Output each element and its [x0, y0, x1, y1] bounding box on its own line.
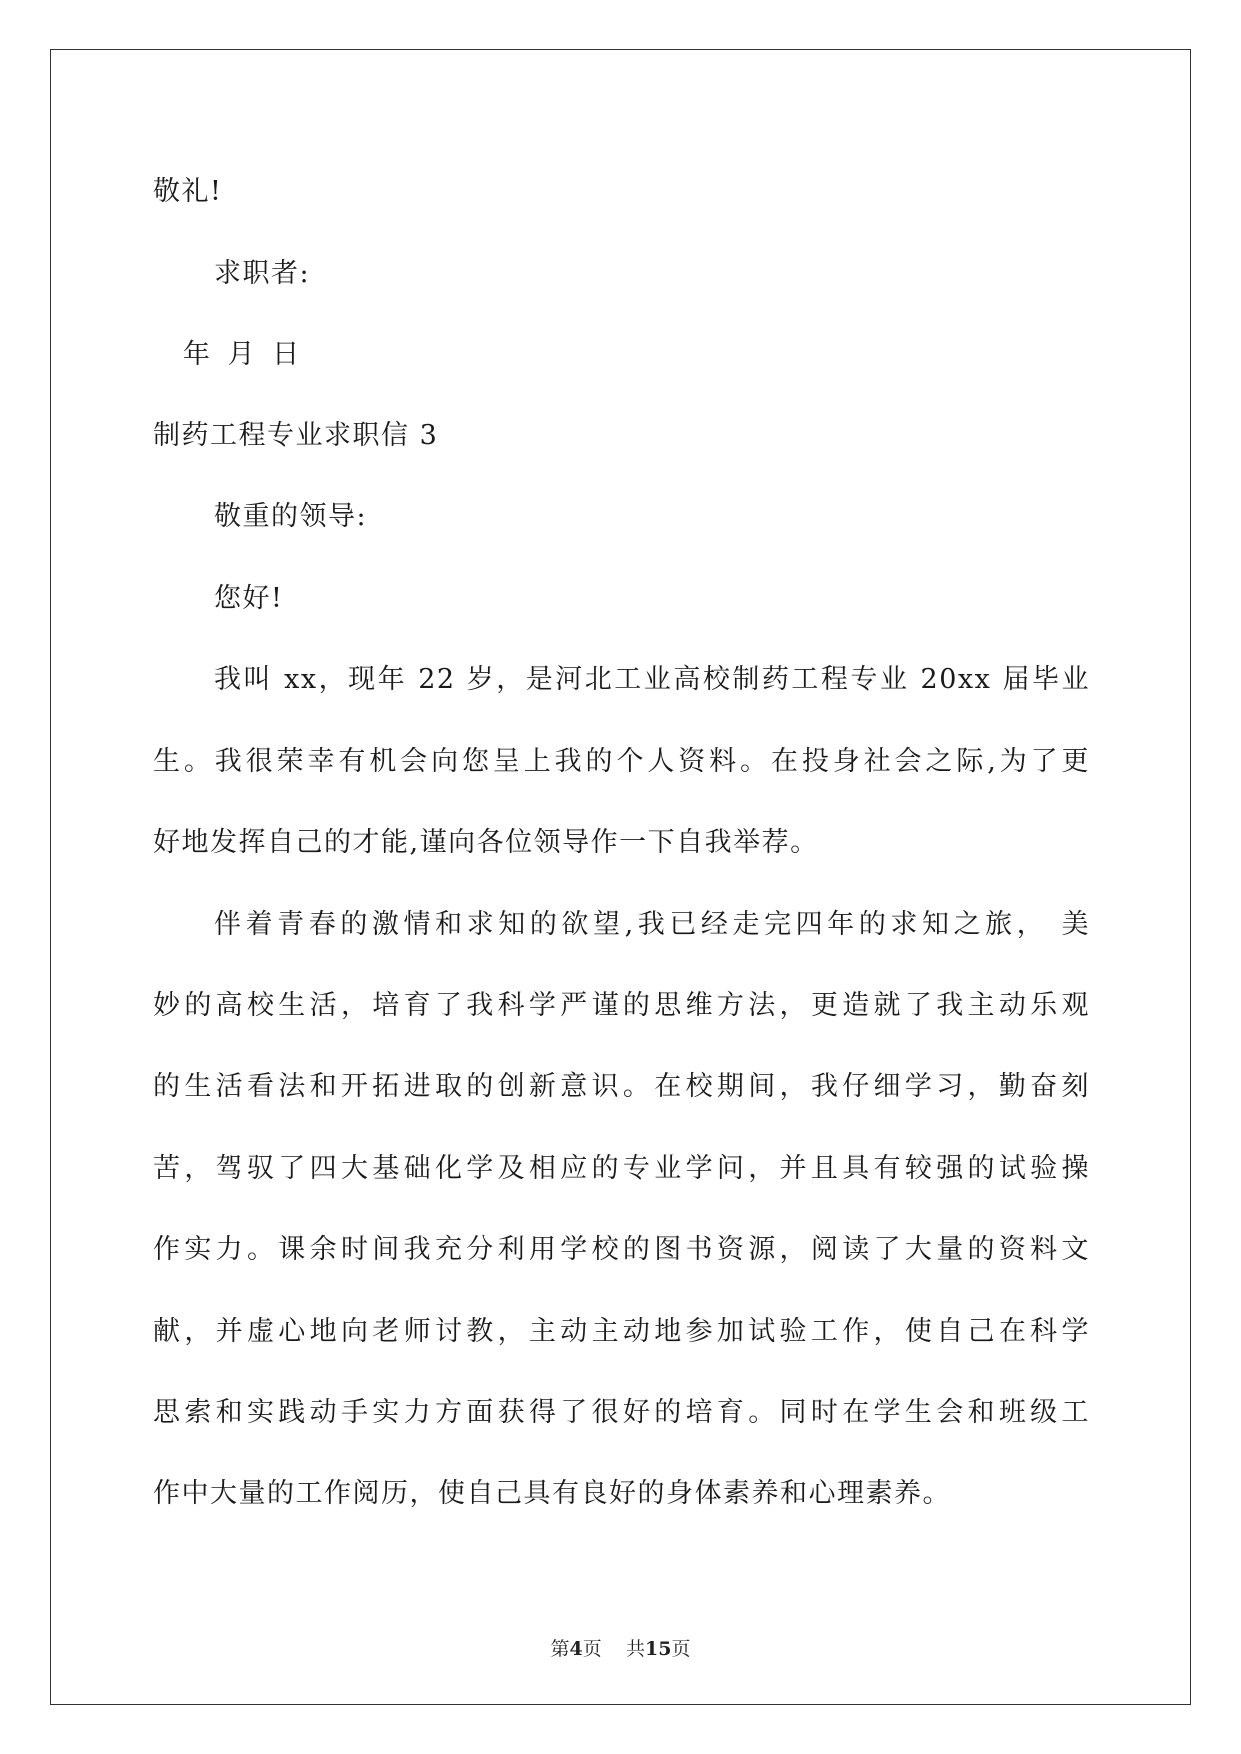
page-border	[50, 49, 1191, 1705]
paragraph2-line: 献，并虚心地向老师讨教，主动主动地参加试验工作，使自己在科学	[153, 1316, 1090, 1347]
footer-total-prefix: 共	[625, 1638, 645, 1660]
paragraph2-line: 的生活看法和开拓进取的创新意识。在校期间，我仔细学习，勤奋刻	[153, 1071, 1090, 1102]
signature-label: 求职者:	[214, 258, 311, 289]
salutation: 敬重的领导:	[214, 501, 368, 532]
paragraph2-line: 作实力。课余时间我充分利用学校的图书资源，阅读了大量的资料文	[153, 1234, 1090, 1265]
footer-total-suffix: 页	[671, 1638, 691, 1660]
footer-page-word: 页	[582, 1638, 602, 1660]
greeting: 您好!	[214, 583, 284, 614]
paragraph1-line: 我叫 xx，现年 22 岁，是河北工业高校制药工程专业 20xx 届毕业	[214, 664, 1090, 695]
paragraph2-line: 苦，驾驭了四大基础化学及相应的专业学问，并且具有较强的试验操	[153, 1153, 1090, 1184]
paragraph1-line: 好地发挥自己的才能,谨向各位领导作一下自我举荐。	[153, 827, 819, 858]
paragraph1-line: 生。我很荣幸有机会向您呈上我的个人资料。在投身社会之际,为了更	[153, 746, 1090, 777]
date-line: 年 月 日	[183, 339, 301, 370]
section-title: 制药工程专业求职信 3	[153, 420, 439, 451]
paragraph2-line: 伴着青春的激情和求知的欲望,我已经走完四年的求知之旅， 美	[214, 909, 1090, 940]
page-number-footer	[0, 1634, 1241, 1661]
paragraph2-line: 作中大量的工作阅历，使自己具有良好的身体素养和心理素养。	[153, 1478, 951, 1509]
paragraph2-line: 思索和实践动手实力方面获得了很好的培育。同时在学生会和班级工	[153, 1397, 1090, 1428]
total-page-count: 15	[644, 1638, 672, 1660]
paragraph2-line: 妙的高校生活，培育了我科学严谨的思维方法，更造就了我主动乐观	[153, 990, 1090, 1021]
footer-prefix: 第	[550, 1638, 570, 1660]
closing-text: 敬礼!	[153, 176, 223, 207]
current-page-number: 4	[569, 1638, 583, 1660]
